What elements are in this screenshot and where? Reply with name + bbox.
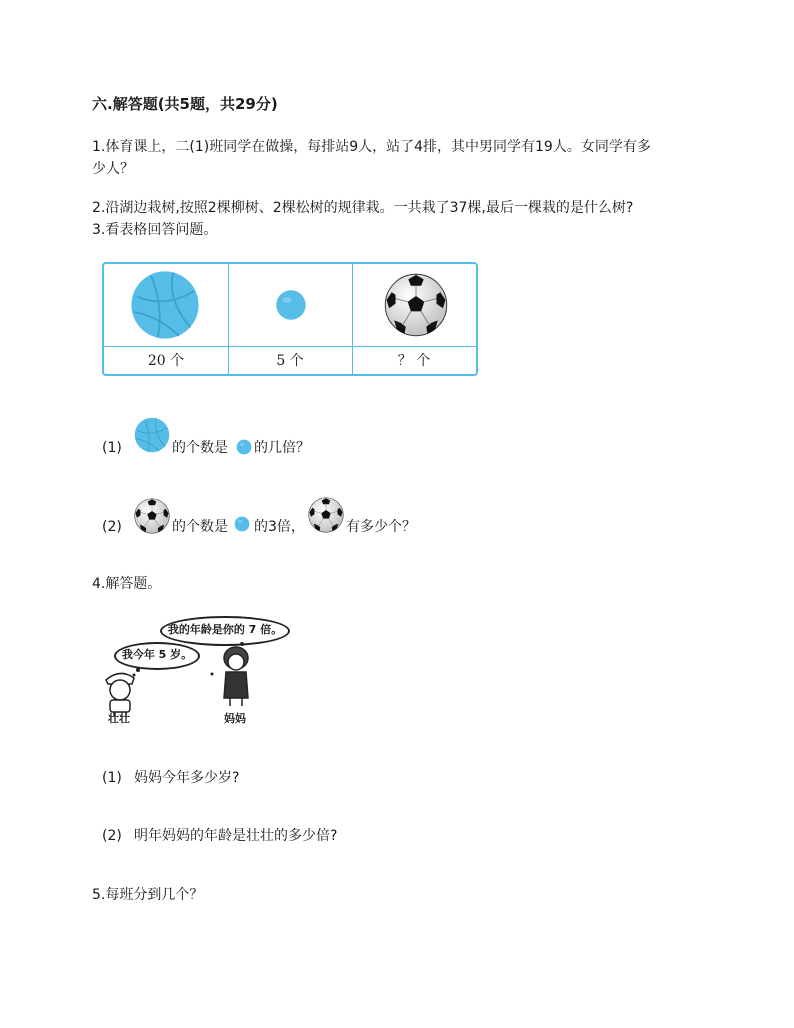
age-illustration: [92, 612, 302, 730]
table-cell-count: 20 个: [147, 353, 185, 369]
q3-text: 3.看表格回答问题。: [92, 222, 218, 238]
small-ball-icon: [236, 439, 252, 455]
q3-sub2-text-c: 有多少个？: [346, 519, 416, 535]
table-divider: [104, 346, 476, 347]
q3-sub1-text-a: 的个数是: [172, 440, 228, 456]
q3-sub2-text-b: 的3倍，: [254, 519, 305, 535]
q3-sub2-number: (2): [102, 519, 122, 535]
ball-count-table: [102, 262, 478, 376]
soccer-ball-icon: [134, 498, 170, 534]
section-title: 六.解答题(共5题，共29分): [92, 95, 278, 113]
q4-sub1-text: 妈妈今年多少岁?: [134, 770, 240, 786]
small-ball-icon: [275, 289, 307, 321]
q3-sub1-number: (1): [102, 440, 122, 456]
mom-name-label: 妈妈: [224, 712, 246, 725]
q4-sub2-number: (2): [102, 828, 122, 844]
kid-speech-bubble: 我今年 5 岁。: [114, 642, 200, 670]
q5-text: 5.每班分到几个？: [92, 887, 204, 903]
soccer-ball-icon: [384, 273, 448, 337]
mom-speech-bubble: 我的年龄是你的 7 倍。: [160, 616, 290, 646]
q2-text: 2.沿湖边栽树,按照2棵柳树、2棵松树的规律栽。一共栽了37棵,最后一棵栽的是什么树?: [92, 200, 634, 216]
small-ball-icon: [234, 516, 250, 532]
q4-sub2-text: 明年妈妈的年龄是壮壮的多少倍?: [134, 828, 338, 844]
table-cell-count: ？ 个: [397, 353, 431, 369]
table-cell-count: 5 个: [276, 353, 304, 369]
q4-text: 4.解答题。: [92, 576, 162, 592]
q4-sub1-number: (1): [102, 770, 122, 786]
basketball-icon: [134, 417, 170, 453]
soccer-ball-icon: [308, 497, 344, 533]
q3-sub2-text-a: 的个数是: [172, 519, 228, 535]
q1-line1: 1.体育课上，二(1)班同学在做操，每排站9人，站了4排，其中男同学有19人。女同学有多: [92, 139, 651, 155]
q3-sub1-text-b: 的几倍？: [254, 440, 310, 456]
basketball-icon: [130, 270, 200, 340]
q1-line2: 少人？: [92, 161, 134, 177]
kid-name-label: 壮壮: [108, 712, 130, 725]
